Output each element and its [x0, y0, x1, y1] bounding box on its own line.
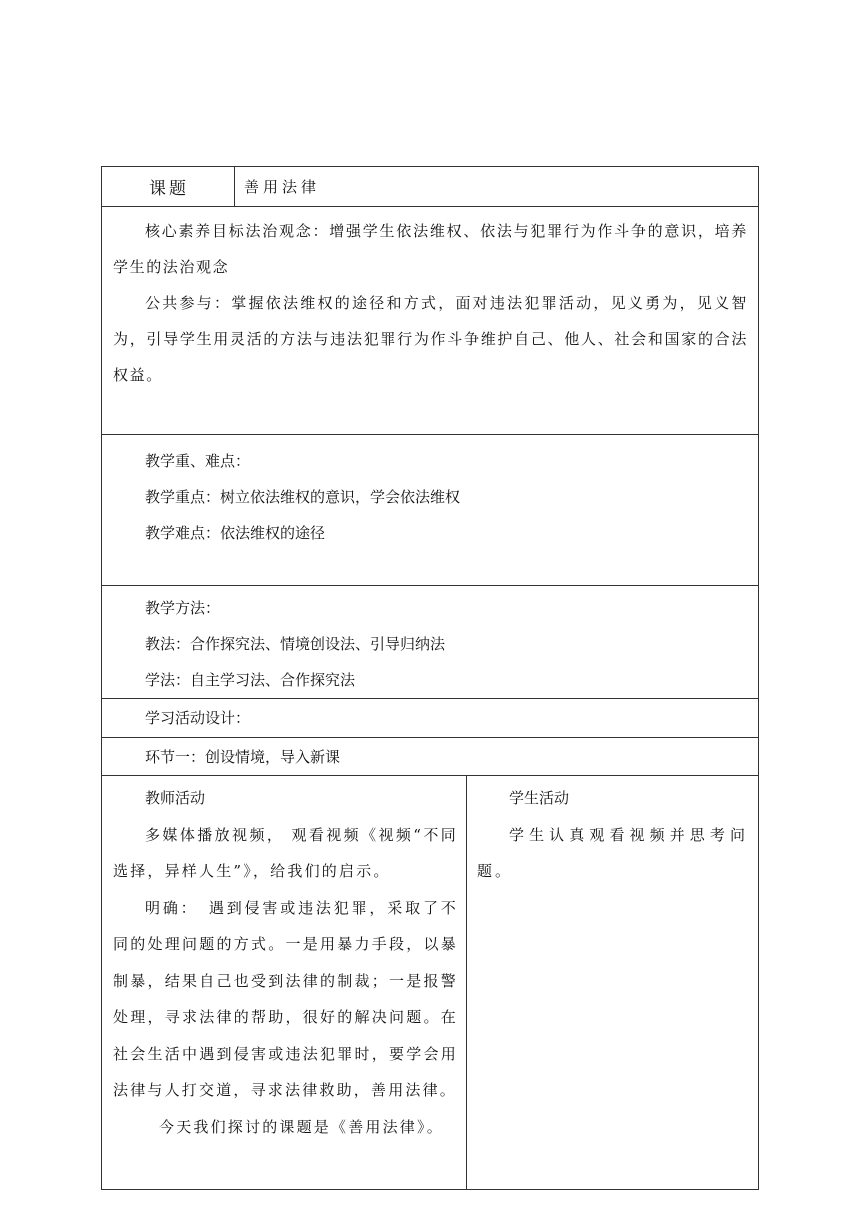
goals-public-participation: 公共参与：掌握依法维权的途径和方式，面对违法犯罪活动，见义勇为，见义智为，引导学生用灵活的方法与违法犯罪行为作斗争维护自己、他人、社会和国家的合法权益。: [113, 294, 748, 384]
student-activity-column: [467, 776, 758, 1189]
teacher-activity-column: [102, 776, 467, 1189]
step-one-row: [102, 738, 758, 776]
student-activity-text: 学生认真观看视频并思考问题。: [477, 825, 748, 880]
teacher-activity-heading: 教师活动: [145, 789, 206, 807]
goals-core-literacy: 核心素养目标法治观念：增强学生依法维权、依法与犯罪行为作斗争的意识，培养学生的法治观念: [113, 222, 748, 276]
topic-value: 善用法律: [244, 178, 321, 196]
student-activity-heading: 学生活动: [509, 789, 570, 807]
goals-section: [102, 207, 758, 435]
key-points-heading: 教学重、难点：: [145, 452, 251, 470]
teacher-activity-clarify: 明确： 遇到侵害或违法犯罪，采取了不同的处理问题的方式。一是用暴力手段，以暴制暴，结果自己也受到法律的制裁；一是报警处理，寻求法律的帮助，很好的解决问题。在社会生活中遇到侵害或违法犯罪时，要学会用法律与人打交道，寻求法律救助，善用法律。: [113, 898, 458, 1099]
methods-teaching: 教法：合作探究法、情境创设法、引导归纳法: [145, 635, 446, 653]
activity-design-heading: 学习活动设计：: [145, 709, 251, 727]
step-one-heading: 环节一：创设情境，导入新课: [145, 748, 341, 766]
teacher-activity-video: 多媒体播放视频， 观看视频《视频“不同选择，异样人生”》，给我们的启示。: [113, 825, 458, 880]
title-row: [102, 167, 758, 207]
teacher-activity-topic: 今天我们探讨的课题是《善用法律》。: [159, 1117, 444, 1136]
key-points-focus: 教学重点：树立依法维权的意识，学会依法维权: [145, 488, 461, 506]
methods-learning: 学法：自主学习法、合作探究法: [145, 671, 356, 689]
methods-heading: 教学方法：: [145, 599, 221, 617]
topic-label: 课题: [102, 167, 235, 206]
key-points-section: [102, 435, 758, 586]
activity-design-row: [102, 699, 758, 738]
lesson-plan-table: [101, 166, 759, 1190]
methods-section: [102, 586, 758, 699]
key-points-difficulty: 教学难点：依法维权的途径: [145, 524, 326, 542]
activities-row: [102, 776, 758, 1189]
